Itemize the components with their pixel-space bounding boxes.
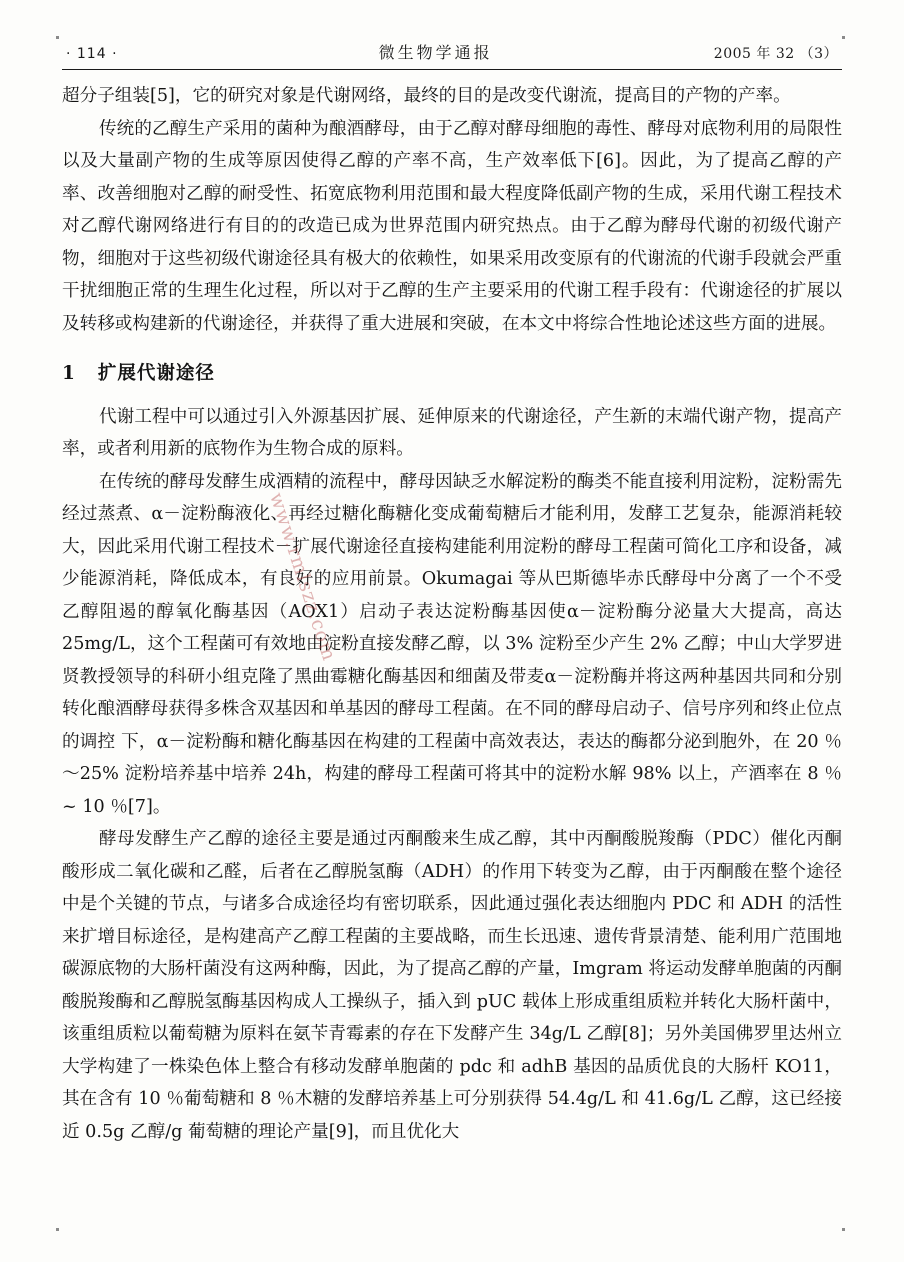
section-number: 1 bbox=[62, 363, 76, 384]
section-heading bbox=[62, 358, 842, 391]
paragraph: 代谢工程中可以通过引入外源基因扩展、延伸原来的代谢途径，产生新的末端代谢产物，提高产率，或者利用新的底物作为生物合成的原料。 bbox=[62, 406, 842, 459]
journal-title: 微生物学通报 bbox=[378, 43, 493, 62]
corner-mark-top-left bbox=[56, 36, 59, 39]
corner-mark-bottom-right bbox=[842, 1228, 845, 1231]
article-body bbox=[62, 80, 842, 1148]
corner-mark-bottom-left bbox=[56, 1228, 59, 1231]
paragraph: 超分子组装[5]，它的研究对象是代谢网络，最终的目的是改变代谢流，提高目的产物的产率。 bbox=[62, 86, 791, 106]
page-number: · 114 · bbox=[66, 46, 118, 62]
paragraph: 传统的乙醇生产采用的菌种为酿酒酵母，由于乙醇对酵母细胞的毒性、酵母对底物利用的局限性以及大量副产物的生成等原因使得乙醇的产率不高，生产效率低下[6]。因此，为了提高乙醇的产率、改善细胞对乙醇的耐受性、拓宽底物利用范围和最大程度降低副产物的生成，采用代谢工程技术对乙醇代谢网络进行有目的的改造已成为世界范围内研究热点。由于乙醇为酵母代谢的初级代谢产物，细胞对于这些初级代谢途径具有极大的依赖性，如果采用改变原有的代谢流的代谢手段就会严重干扰细胞正常的生理生化过程，所以对于乙醇的生产主要采用的代谢工程手段有：代谢途径的扩展以及转移或构建新的代谢途径，并获得了重大进展和突破，在本文中将综合性地论述这些方面的进展。 bbox=[62, 118, 842, 334]
corner-mark-top-right bbox=[842, 36, 845, 39]
watermark-text: www.rmlszz.com bbox=[265, 490, 341, 664]
paragraph: 在传统的酵母发酵生成酒精的流程中，酵母因缺乏水解淀粉的酶类不能直接利用淀粉，淀粉需先经过蒸煮、α－淀粉酶液化、再经过糖化酶糖化变成葡萄糖后才能利用，发酵工艺复杂，能源消耗较大，因此采用代谢工程技术－扩展代谢途径直接构建能利用淀粉的酵母工程菌可简化工序和设备，减少能源消耗，降低成本，有良好的应用前景。Okumagai 等从巴斯德毕赤氏酵母中分离了一个不受乙醇阻遏的醇氧化酶基因（AOX1）启动子表达淀粉酶基因使α－淀粉酶分泌量大大提高，高达 25mg/L，这个工程菌可有效地由淀粉直接发酵乙醇，以 3% 淀粉至少产生 2% 乙醇；中山大学罗进贤教授领导的科研小组克隆了黑曲霉糖化酶基因和细菌及带麦α－淀粉酶并将这两种基因共同和分别转化酿酒酵母获得多株含双基因和单基因的酵母工程菌。在不同的酵母启动子、信号序列和终止位点的调控 下，α－淀粉酶和糖化酶基因在构建的工程菌中高效表达，表达的酶都分泌到胞外，在 20 ％～25% 淀粉培养基中培养 24h，构建的酵母工程菌可将其中的淀粉水解 98% 以上，产酒率在 8 ％ ~ 10 ％[7]。 bbox=[62, 471, 842, 817]
paragraph: 酵母发酵生产乙醇的途径主要是通过丙酮酸来生成乙醇，其中丙酮酸脱羧酶（PDC）催化丙酮酸形成二氧化碳和乙醛，后者在乙醇脱氢酶（ADH）的作用下转变为乙醇，由于丙酮酸在整个途径中是个关键的节点，与诸多合成途径均有密切联系，因此通过强化表达细胞内 PDC 和 ADH 的活性来扩增目标途径，是构建高产乙醇工程菌的主要战略，而生长迅速、遗传背景清楚、能利用广范围地碳源底物的大肠杆菌没有这两种酶，因此，为了提高乙醇的产量，Imgram 将运动发酵单胞菌的丙酮酸脱羧酶和乙醇脱氢酶基因构成人工操纵子，插入到 pUC 载体上形成重组质粒并转化大肠杆菌中，该重组质粒以葡萄糖为原料在氨苄青霉素的存在下发酵产生 34g/L 乙醇[8]；另外美国佛罗里达州立大学构建了一株染色体上整合有移动发酵单胞菌的 pdc 和 adhB 基因的品质优良的大肠杆 KO11，其在含有 10 ％葡萄糖和 8 ％木糖的发酵培养基上可分别获得 54.4g/L 和 41.6g/L 乙醇，这已经接近 0.5g 乙醇/g 葡萄糖的理论产量[9]，而且优化大 bbox=[62, 829, 842, 1142]
header-rule bbox=[62, 69, 842, 70]
page-header bbox=[62, 40, 842, 69]
issue-info: 2005 年 32 （3） bbox=[713, 46, 838, 62]
section-title: 扩展代谢途径 bbox=[97, 363, 215, 384]
